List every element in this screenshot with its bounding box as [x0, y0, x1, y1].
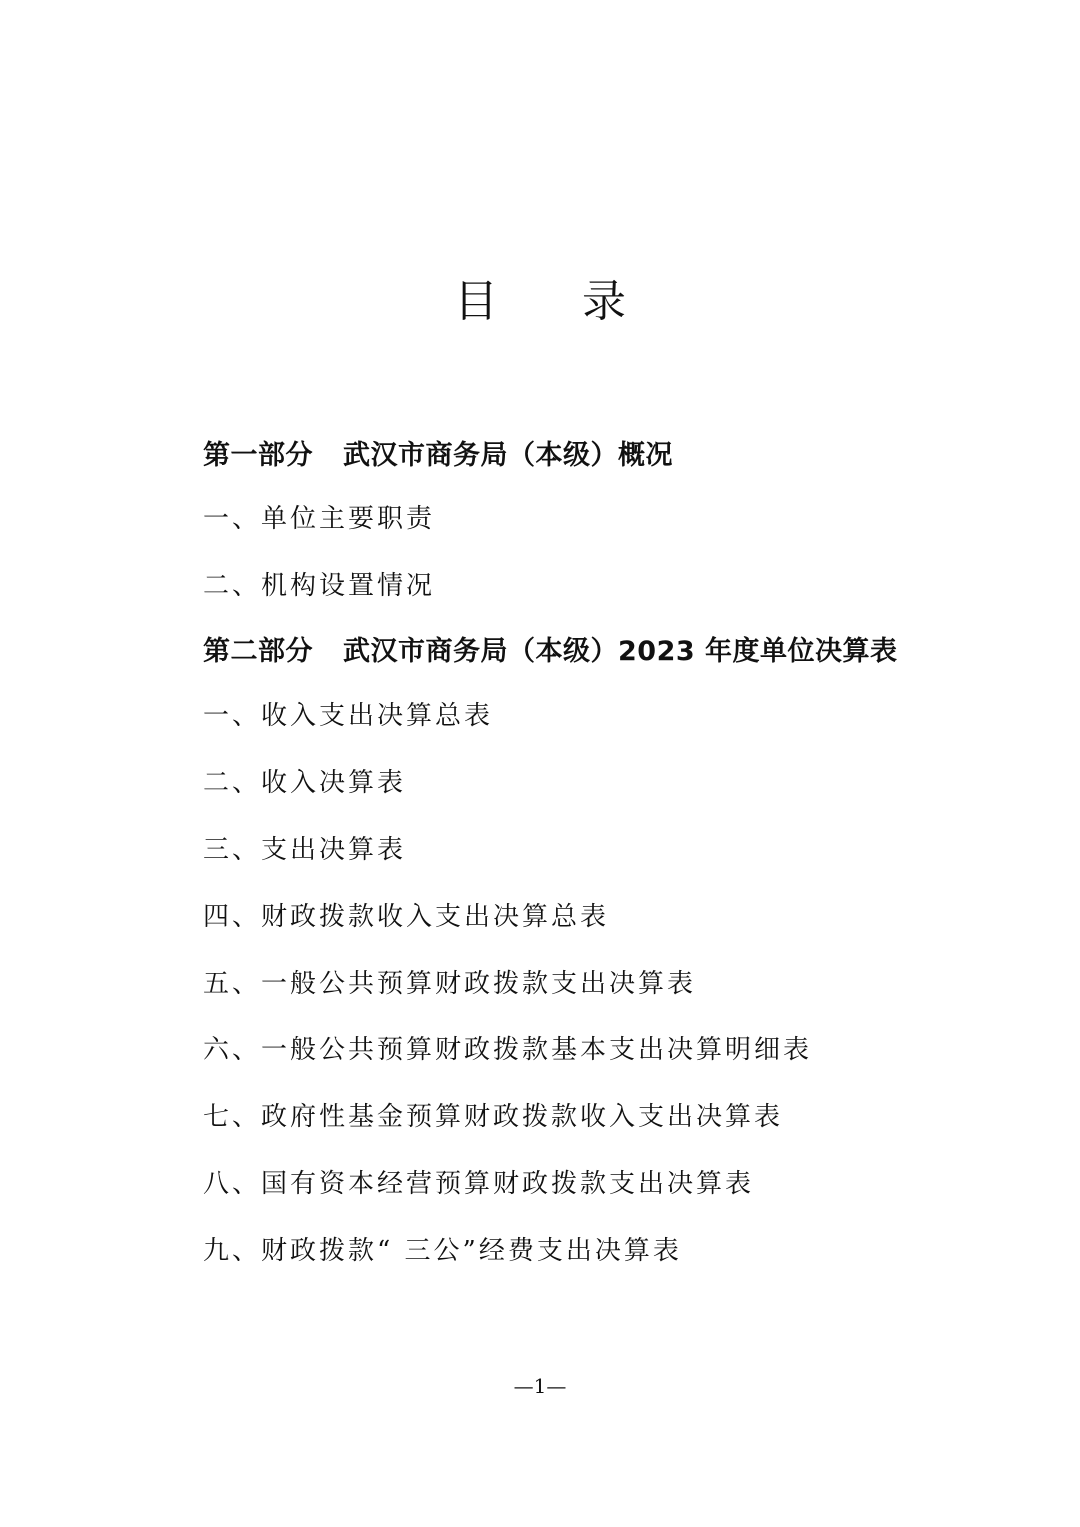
toc-entry-general-budget-basic-detail[interactable]: 六、一般公共预算财政拨款基本支出决算明细表	[203, 1035, 813, 1065]
part-one-title: 武汉市商务局（本级）概况	[343, 440, 673, 471]
part-two-heading[interactable]	[203, 635, 898, 669]
part-one-heading[interactable]	[203, 439, 673, 473]
toc-entry-three-public-expenses[interactable]: 九、财政拨款“ 三公”经费支出决算表	[203, 1236, 682, 1266]
page-number: —1—	[513, 1374, 567, 1398]
toc-entry-unit-duties[interactable]: 一、单位主要职责	[203, 504, 436, 534]
page-title: 目录	[454, 276, 710, 327]
part-two-title: 武汉市商务局（本级）2023 年度单位决算表	[343, 636, 898, 667]
part-two-number: 第二部分	[203, 636, 313, 667]
toc-entry-org-setup[interactable]: 二、机构设置情况	[203, 571, 436, 601]
toc-entry-fiscal-appropriation-summary[interactable]: 四、财政拨款收入支出决算总表	[203, 902, 610, 932]
toc-entry-expense-table[interactable]: 三、支出决算表	[203, 835, 407, 865]
toc-entry-general-budget-expense[interactable]: 五、一般公共预算财政拨款支出决算表	[203, 969, 697, 999]
toc-entry-state-capital[interactable]: 八、国有资本经营预算财政拨款支出决算表	[203, 1169, 755, 1199]
toc-entry-income-expense-summary[interactable]: 一、收入支出决算总表	[203, 701, 494, 731]
part-one-number: 第一部分	[203, 440, 313, 471]
toc-entry-income-table[interactable]: 二、收入决算表	[203, 768, 407, 798]
toc-entry-government-fund[interactable]: 七、政府性基金预算财政拨款收入支出决算表	[203, 1102, 784, 1132]
